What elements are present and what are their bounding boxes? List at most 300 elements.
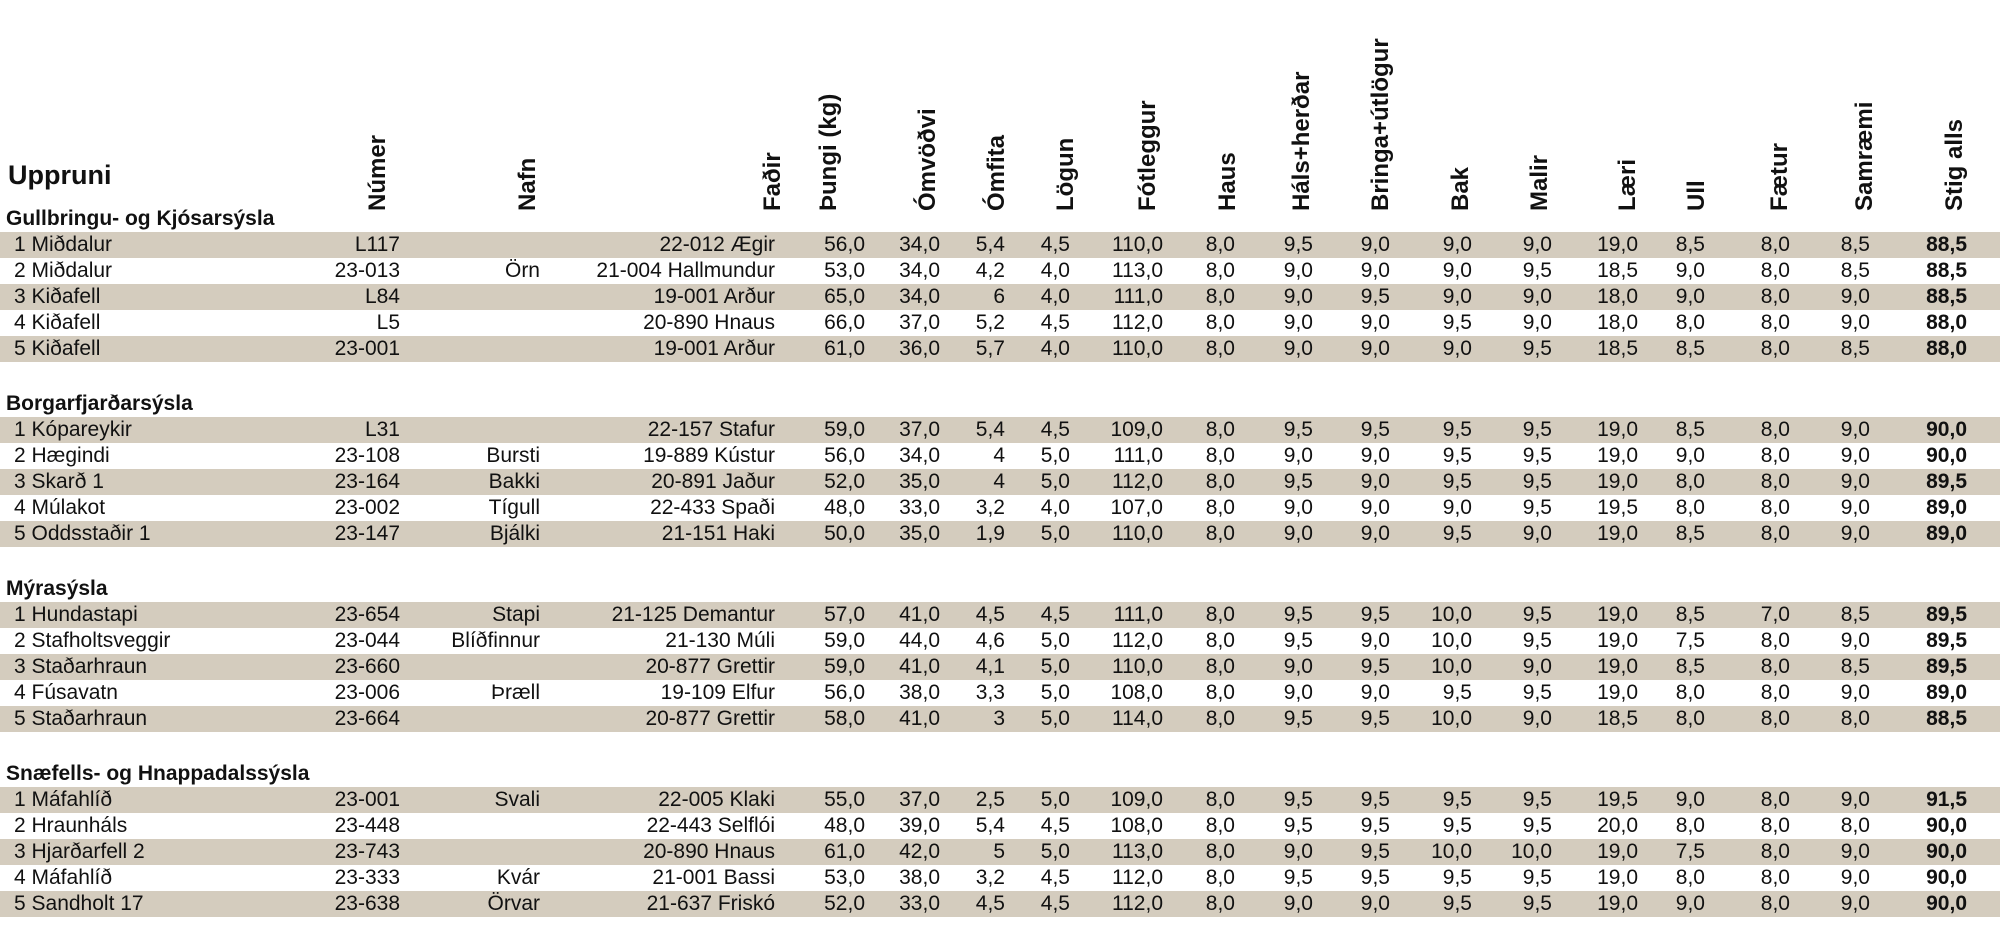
- cell-fotleggur: 110,0: [1112, 522, 1163, 545]
- cell-stig-alls: 88,5: [1926, 233, 1967, 256]
- cell-fotleggur: 112,0: [1112, 866, 1163, 889]
- cell-f-tur: 8,0: [1760, 418, 1790, 441]
- cell-ungi-kg: 48,0: [824, 814, 865, 837]
- cell-logun: 4,0: [1040, 285, 1070, 308]
- origin-cell: 5 Kiðafell: [14, 337, 101, 360]
- cell-samr-mi: 9,0: [1840, 418, 1870, 441]
- cell-ull: 9,0: [1675, 788, 1705, 811]
- origin-cell: 1 Máfahlíð: [14, 788, 113, 811]
- cell-hals-her-ar: 9,0: [1283, 285, 1313, 308]
- origin-cell: 3 Kiðafell: [14, 285, 101, 308]
- cell-logun: 5,0: [1040, 655, 1070, 678]
- cell-fa-ir: 19-001 Arður: [653, 285, 775, 308]
- cell-fotleggur: 109,0: [1110, 418, 1163, 441]
- cell-bringa-utlogur: 9,5: [1360, 788, 1390, 811]
- cell-nafn: [410, 336, 540, 362]
- origin-cell: 3 Hjarðarfell 2: [14, 840, 145, 863]
- cell-fa-ir: 22-433 Spaði: [650, 496, 775, 519]
- origin-cell: 4 Máfahlíð: [14, 866, 113, 889]
- cell-omvo-vi: 42,0: [899, 840, 940, 863]
- table-row: [0, 284, 2000, 310]
- cell-omfita: 3: [993, 707, 1005, 730]
- table-row: [0, 521, 2000, 547]
- cell-haus: 8,0: [1205, 655, 1235, 678]
- cell-ull: 7,5: [1675, 629, 1705, 652]
- cell-logun: 5,0: [1040, 707, 1070, 730]
- cell-ungi-kg: 57,0: [824, 603, 865, 626]
- cell-l-ri: 20,0: [1597, 814, 1638, 837]
- column-header-fotleggur: Fótleggur: [1134, 100, 1161, 211]
- cell-fotleggur: 108,0: [1110, 681, 1163, 704]
- cell-l-ri: 19,0: [1597, 655, 1638, 678]
- origin-cell: 2 Hægindi: [14, 444, 110, 467]
- cell-ungi-kg: 50,0: [824, 522, 865, 545]
- cell-malir: 9,5: [1522, 814, 1552, 837]
- cell-nafn: Örvar: [487, 892, 540, 915]
- cell-f-tur: 8,0: [1760, 311, 1790, 334]
- cell-nafn: Svali: [494, 788, 540, 811]
- cell-fotleggur: 112,0: [1112, 892, 1163, 915]
- cell-fotleggur: 112,0: [1112, 470, 1163, 493]
- cell-f-tur: 8,0: [1760, 814, 1790, 837]
- cell-samr-mi: 8,5: [1840, 337, 1870, 360]
- cell-fa-ir: 21-004 Hallmundur: [596, 259, 775, 282]
- column-header-logun: Lögun: [1052, 137, 1079, 211]
- column-header-omfita: Ómfita: [983, 134, 1010, 211]
- cell-numer: 23-638: [334, 892, 400, 915]
- cell-hals-her-ar: 9,0: [1283, 522, 1313, 545]
- cell-samr-mi: 9,0: [1840, 470, 1870, 493]
- cell-hals-her-ar: 9,5: [1283, 814, 1313, 837]
- cell-numer: 23-660: [334, 655, 400, 678]
- cell-numer: 23-044: [334, 629, 400, 652]
- cell-numer: L5: [376, 311, 400, 334]
- cell-fa-ir: 21-151 Haki: [661, 522, 775, 545]
- cell-omvo-vi: 39,0: [899, 814, 940, 837]
- cell-numer: 23-654: [334, 603, 400, 626]
- cell-numer: 23-001: [334, 337, 400, 360]
- cell-l-ri: 19,0: [1597, 892, 1638, 915]
- cell-bak: 9,5: [1442, 681, 1472, 704]
- cell-samr-mi: 9,0: [1840, 496, 1870, 519]
- cell-bringa-utlogur: 9,5: [1360, 707, 1390, 730]
- cell-stig-alls: 90,0: [1926, 866, 1967, 889]
- origin-header: Uppruni: [8, 160, 112, 190]
- cell-omfita: 5,2: [975, 311, 1005, 334]
- cell-samr-mi: 9,0: [1840, 840, 1870, 863]
- cell-logun: 5,0: [1040, 522, 1070, 545]
- cell-malir: 9,5: [1522, 629, 1552, 652]
- cell-omvo-vi: 37,0: [899, 418, 940, 441]
- cell-ull: 9,0: [1675, 892, 1705, 915]
- cell-samr-mi: 9,0: [1840, 311, 1870, 334]
- cell-omvo-vi: 44,0: [899, 629, 940, 652]
- cell-bak: 9,5: [1442, 788, 1472, 811]
- cell-samr-mi: 9,0: [1840, 892, 1870, 915]
- table-row: [0, 232, 2000, 258]
- cell-samr-mi: 9,0: [1840, 629, 1870, 652]
- cell-haus: 8,0: [1205, 707, 1235, 730]
- cell-numer: L117: [354, 233, 400, 256]
- cell-logun: 4,0: [1040, 259, 1070, 282]
- cell-ungi-kg: 56,0: [824, 444, 865, 467]
- cell-f-tur: 8,0: [1760, 629, 1790, 652]
- cell-fa-ir: 22-157 Stafur: [647, 418, 775, 441]
- cell-ungi-kg: 56,0: [824, 681, 865, 704]
- origin-cell: 3 Staðarhraun: [14, 655, 148, 678]
- cell-haus: 8,0: [1205, 866, 1235, 889]
- cell-haus: 8,0: [1205, 840, 1235, 863]
- cell-f-tur: 8,0: [1760, 681, 1790, 704]
- cell-f-tur: 8,0: [1760, 866, 1790, 889]
- cell-haus: 8,0: [1205, 444, 1235, 467]
- table-row: [0, 654, 2000, 680]
- cell-l-ri: 18,5: [1597, 337, 1638, 360]
- cell-l-ri: 18,5: [1597, 707, 1638, 730]
- cell-omvo-vi: 35,0: [899, 522, 940, 545]
- cell-l-ri: 18,5: [1597, 259, 1638, 282]
- cell-ull: 8,5: [1675, 233, 1705, 256]
- cell-nafn: Bakki: [488, 470, 540, 493]
- cell-stig-alls: 89,5: [1926, 603, 1967, 626]
- cell-fotleggur: 110,0: [1112, 233, 1163, 256]
- cell-stig-alls: 88,5: [1926, 285, 1967, 308]
- column-header-numer: Númer: [364, 134, 391, 211]
- cell-logun: 4,5: [1040, 311, 1070, 334]
- cell-haus: 8,0: [1205, 603, 1235, 626]
- cell-omfita: 4,2: [975, 259, 1005, 282]
- cell-hals-her-ar: 9,0: [1283, 892, 1313, 915]
- cell-ungi-kg: 55,0: [824, 788, 865, 811]
- cell-omvo-vi: 34,0: [899, 444, 940, 467]
- cell-samr-mi: 8,5: [1840, 603, 1870, 626]
- cell-bak: 9,0: [1442, 259, 1472, 282]
- cell-bak: 9,0: [1442, 233, 1472, 256]
- cell-f-tur: 8,0: [1760, 788, 1790, 811]
- cell-fotleggur: 111,0: [1113, 603, 1163, 626]
- cell-stig-alls: 89,5: [1926, 629, 1967, 652]
- cell-bringa-utlogur: 9,5: [1360, 866, 1390, 889]
- table-row: [0, 310, 2000, 336]
- cell-bak: 9,5: [1442, 522, 1472, 545]
- cell-bringa-utlogur: 9,0: [1360, 259, 1390, 282]
- cell-numer: 23-664: [334, 707, 400, 730]
- cell-malir: 9,5: [1522, 892, 1552, 915]
- cell-omvo-vi: 36,0: [899, 337, 940, 360]
- cell-logun: 5,0: [1040, 444, 1070, 467]
- cell-ull: 8,5: [1675, 603, 1705, 626]
- cell-logun: 4,5: [1040, 866, 1070, 889]
- table-row: [0, 865, 2000, 891]
- cell-logun: 5,0: [1040, 681, 1070, 704]
- table-row: [0, 891, 2000, 917]
- origin-cell: 1 Kópareykir: [14, 418, 132, 441]
- cell-bak: 9,5: [1442, 892, 1472, 915]
- cell-bak: 9,5: [1442, 418, 1472, 441]
- cell-hals-her-ar: 9,0: [1283, 655, 1313, 678]
- cell-ull: 8,5: [1675, 655, 1705, 678]
- cell-l-ri: 19,0: [1597, 681, 1638, 704]
- cell-malir: 9,0: [1522, 655, 1552, 678]
- cell-fotleggur: 108,0: [1110, 814, 1163, 837]
- cell-fa-ir: 20-891 Jaður: [651, 470, 775, 493]
- cell-numer: 23-006: [334, 681, 400, 704]
- cell-hals-her-ar: 9,5: [1283, 418, 1313, 441]
- column-header-stig-alls: Stig alls: [1941, 118, 1968, 211]
- cell-f-tur: 7,0: [1760, 603, 1790, 626]
- cell-ungi-kg: 52,0: [824, 892, 865, 915]
- cell-samr-mi: 9,0: [1840, 285, 1870, 308]
- table-row: [0, 839, 2000, 865]
- cell-samr-mi: 8,5: [1840, 655, 1870, 678]
- origin-cell: 3 Skarð 1: [14, 470, 104, 493]
- cell-haus: 8,0: [1205, 496, 1235, 519]
- table-row: [0, 443, 2000, 469]
- column-header-f-tur: Fætur: [1766, 143, 1793, 211]
- cell-ull: 8,0: [1675, 814, 1705, 837]
- cell-haus: 8,0: [1205, 259, 1235, 282]
- cell-omvo-vi: 38,0: [899, 866, 940, 889]
- cell-fotleggur: 113,0: [1112, 259, 1163, 282]
- cell-bak: 10,0: [1431, 655, 1472, 678]
- cell-logun: 5,0: [1040, 629, 1070, 652]
- cell-nafn: [410, 839, 540, 865]
- cell-stig-alls: 88,0: [1926, 311, 1967, 334]
- cell-stig-alls: 90,0: [1926, 814, 1967, 837]
- cell-logun: 5,0: [1040, 788, 1070, 811]
- cell-l-ri: 19,0: [1597, 233, 1638, 256]
- cell-nafn: [410, 310, 540, 336]
- cell-logun: 4,5: [1040, 418, 1070, 441]
- cell-omvo-vi: 34,0: [899, 233, 940, 256]
- cell-stig-alls: 90,0: [1926, 418, 1967, 441]
- cell-bringa-utlogur: 9,0: [1360, 892, 1390, 915]
- cell-hals-her-ar: 9,0: [1283, 496, 1313, 519]
- cell-ull: 7,5: [1675, 840, 1705, 863]
- cell-ull: 8,0: [1675, 681, 1705, 704]
- table-row: [0, 706, 2000, 732]
- cell-ungi-kg: 59,0: [824, 629, 865, 652]
- cell-omfita: 4,5: [975, 603, 1005, 626]
- cell-malir: 9,0: [1522, 311, 1552, 334]
- cell-f-tur: 8,0: [1760, 707, 1790, 730]
- cell-fotleggur: 107,0: [1110, 496, 1163, 519]
- cell-ull: 8,0: [1675, 311, 1705, 334]
- cell-l-ri: 19,0: [1597, 470, 1638, 493]
- cell-malir: 9,5: [1522, 337, 1552, 360]
- cell-bringa-utlogur: 9,5: [1360, 814, 1390, 837]
- cell-bringa-utlogur: 9,0: [1360, 337, 1390, 360]
- table-row: [0, 417, 2000, 443]
- cell-omfita: 6: [993, 285, 1005, 308]
- cell-omvo-vi: 37,0: [899, 311, 940, 334]
- cell-ungi-kg: 53,0: [824, 866, 865, 889]
- cell-nafn: [410, 232, 540, 258]
- section-title: Borgarfjarðarsýsla: [6, 392, 193, 415]
- cell-bak: 9,5: [1442, 444, 1472, 467]
- cell-haus: 8,0: [1205, 470, 1235, 493]
- cell-stig-alls: 90,0: [1926, 840, 1967, 863]
- origin-cell: 1 Miðdalur: [14, 233, 113, 256]
- cell-fa-ir: 21-130 Múli: [665, 629, 775, 652]
- cell-ungi-kg: 53,0: [824, 259, 865, 282]
- origin-cell: 2 Stafholtsveggir: [14, 629, 171, 652]
- origin-cell: 5 Sandholt 17: [14, 892, 144, 915]
- cell-omfita: 5,4: [975, 233, 1005, 256]
- cell-malir: 10,0: [1511, 840, 1552, 863]
- cell-numer: 23-013: [334, 259, 400, 282]
- cell-bringa-utlogur: 9,0: [1360, 470, 1390, 493]
- cell-malir: 9,0: [1522, 707, 1552, 730]
- origin-cell: 2 Miðdalur: [14, 259, 113, 282]
- cell-haus: 8,0: [1205, 814, 1235, 837]
- cell-l-ri: 19,0: [1597, 603, 1638, 626]
- cell-stig-alls: 90,0: [1926, 444, 1967, 467]
- section-title: Snæfells- og Hnappadalssýsla: [6, 762, 310, 785]
- cell-haus: 8,0: [1205, 522, 1235, 545]
- origin-cell: 4 Fúsavatn: [14, 681, 118, 704]
- cell-omfita: 5,4: [975, 418, 1005, 441]
- cell-nafn: Kvár: [496, 866, 540, 889]
- cell-nafn: Stapi: [492, 603, 540, 626]
- cell-fa-ir: 20-890 Hnaus: [643, 840, 775, 863]
- cell-fa-ir: 22-005 Klaki: [658, 788, 775, 811]
- cell-fotleggur: 111,0: [1113, 444, 1163, 467]
- cell-bringa-utlogur: 9,5: [1360, 655, 1390, 678]
- cell-logun: 5,0: [1040, 470, 1070, 493]
- table-row: [0, 680, 2000, 706]
- cell-bringa-utlogur: 9,0: [1360, 311, 1390, 334]
- cell-ungi-kg: 58,0: [824, 707, 865, 730]
- cell-malir: 9,0: [1522, 285, 1552, 308]
- cell-logun: 4,5: [1040, 814, 1070, 837]
- cell-logun: 4,5: [1040, 233, 1070, 256]
- cell-malir: 9,5: [1522, 470, 1552, 493]
- cell-ungi-kg: 65,0: [824, 285, 865, 308]
- cell-hals-her-ar: 9,5: [1283, 470, 1313, 493]
- cell-bringa-utlogur: 9,5: [1360, 840, 1390, 863]
- cell-stig-alls: 90,0: [1926, 892, 1967, 915]
- cell-l-ri: 19,0: [1597, 418, 1638, 441]
- cell-ungi-kg: 59,0: [824, 418, 865, 441]
- cell-bak: 9,5: [1442, 814, 1472, 837]
- column-header-haus: Haus: [1214, 152, 1241, 211]
- cell-fotleggur: 110,0: [1112, 655, 1163, 678]
- origin-cell: 5 Staðarhraun: [14, 707, 148, 730]
- cell-stig-alls: 89,5: [1926, 470, 1967, 493]
- cell-omfita: 2,5: [975, 788, 1005, 811]
- cell-fa-ir: 22-443 Selflói: [646, 814, 775, 837]
- cell-f-tur: 8,0: [1760, 285, 1790, 308]
- cell-bringa-utlogur: 9,0: [1360, 496, 1390, 519]
- cell-haus: 8,0: [1205, 788, 1235, 811]
- cell-omfita: 4,6: [975, 629, 1005, 652]
- cell-hals-her-ar: 9,5: [1283, 233, 1313, 256]
- table-row: [0, 469, 2000, 495]
- cell-stig-alls: 88,0: [1926, 337, 1967, 360]
- cell-nafn: Örn: [504, 259, 540, 282]
- cell-hals-her-ar: 9,5: [1283, 866, 1313, 889]
- cell-nafn: Blíðfinnur: [451, 629, 540, 652]
- cell-samr-mi: 8,0: [1840, 707, 1870, 730]
- cell-f-tur: 8,0: [1760, 444, 1790, 467]
- cell-haus: 8,0: [1205, 311, 1235, 334]
- cell-omvo-vi: 41,0: [899, 603, 940, 626]
- cell-malir: 9,0: [1522, 233, 1552, 256]
- cell-logun: 4,5: [1040, 892, 1070, 915]
- table-row: [0, 813, 2000, 839]
- cell-f-tur: 8,0: [1760, 522, 1790, 545]
- cell-ungi-kg: 66,0: [824, 311, 865, 334]
- cell-omfita: 3,2: [975, 866, 1005, 889]
- cell-hals-her-ar: 9,0: [1283, 444, 1313, 467]
- cell-bringa-utlogur: 9,0: [1360, 522, 1390, 545]
- cell-stig-alls: 88,5: [1926, 259, 1967, 282]
- cell-f-tur: 8,0: [1760, 337, 1790, 360]
- origin-cell: 4 Múlakot: [14, 496, 106, 519]
- cell-fotleggur: 113,0: [1112, 840, 1163, 863]
- cell-ull: 8,0: [1675, 470, 1705, 493]
- cell-omvo-vi: 38,0: [899, 681, 940, 704]
- cell-numer: 23-147: [334, 522, 400, 545]
- cell-malir: 9,5: [1522, 603, 1552, 626]
- cell-fa-ir: 21-125 Demantur: [611, 603, 775, 626]
- cell-omfita: 5: [993, 840, 1005, 863]
- cell-stig-alls: 89,0: [1926, 496, 1967, 519]
- cell-samr-mi: 9,0: [1840, 444, 1870, 467]
- cell-l-ri: 18,0: [1597, 285, 1638, 308]
- cell-fotleggur: 111,0: [1113, 285, 1163, 308]
- cell-f-tur: 8,0: [1760, 892, 1790, 915]
- column-header-bringa-utlogur: Bringa+útlögur: [1367, 38, 1394, 211]
- origin-cell: 1 Hundastapi: [14, 603, 138, 626]
- cell-numer: 23-108: [334, 444, 400, 467]
- cell-numer: 23-333: [334, 866, 400, 889]
- cell-bak: 9,0: [1442, 285, 1472, 308]
- table-row: [0, 628, 2000, 654]
- cell-bringa-utlogur: 9,5: [1360, 418, 1390, 441]
- cell-hals-her-ar: 9,5: [1283, 629, 1313, 652]
- cell-omfita: 4,1: [975, 655, 1005, 678]
- cell-ull: 8,0: [1675, 496, 1705, 519]
- cell-bak: 10,0: [1431, 707, 1472, 730]
- cell-samr-mi: 8,5: [1840, 259, 1870, 282]
- cell-ull: 8,0: [1675, 707, 1705, 730]
- cell-l-ri: 18,0: [1597, 311, 1638, 334]
- cell-omvo-vi: 41,0: [899, 655, 940, 678]
- cell-bak: 10,0: [1431, 629, 1472, 652]
- cell-bringa-utlogur: 9,5: [1360, 285, 1390, 308]
- cell-bak: 9,0: [1442, 337, 1472, 360]
- cell-fotleggur: 114,0: [1112, 707, 1163, 730]
- cell-samr-mi: 9,0: [1840, 522, 1870, 545]
- column-header-nafn: Nafn: [514, 157, 541, 211]
- cell-l-ri: 19,0: [1597, 629, 1638, 652]
- cell-fa-ir: 20-877 Grettir: [645, 707, 775, 730]
- cell-l-ri: 19,5: [1597, 788, 1638, 811]
- cell-logun: 5,0: [1040, 840, 1070, 863]
- cell-fa-ir: 21-637 Friskó: [646, 892, 775, 915]
- column-header-samr-mi: Samræmi: [1851, 101, 1878, 211]
- cell-bak: 10,0: [1431, 840, 1472, 863]
- cell-haus: 8,0: [1205, 681, 1235, 704]
- cell-omfita: 5,7: [975, 337, 1005, 360]
- cell-f-tur: 8,0: [1760, 233, 1790, 256]
- cell-numer: 23-448: [334, 814, 400, 837]
- cell-omfita: 1,9: [975, 522, 1005, 545]
- cell-bak: 9,0: [1442, 496, 1472, 519]
- column-header-omvo-vi: Ómvöðvi: [914, 108, 941, 211]
